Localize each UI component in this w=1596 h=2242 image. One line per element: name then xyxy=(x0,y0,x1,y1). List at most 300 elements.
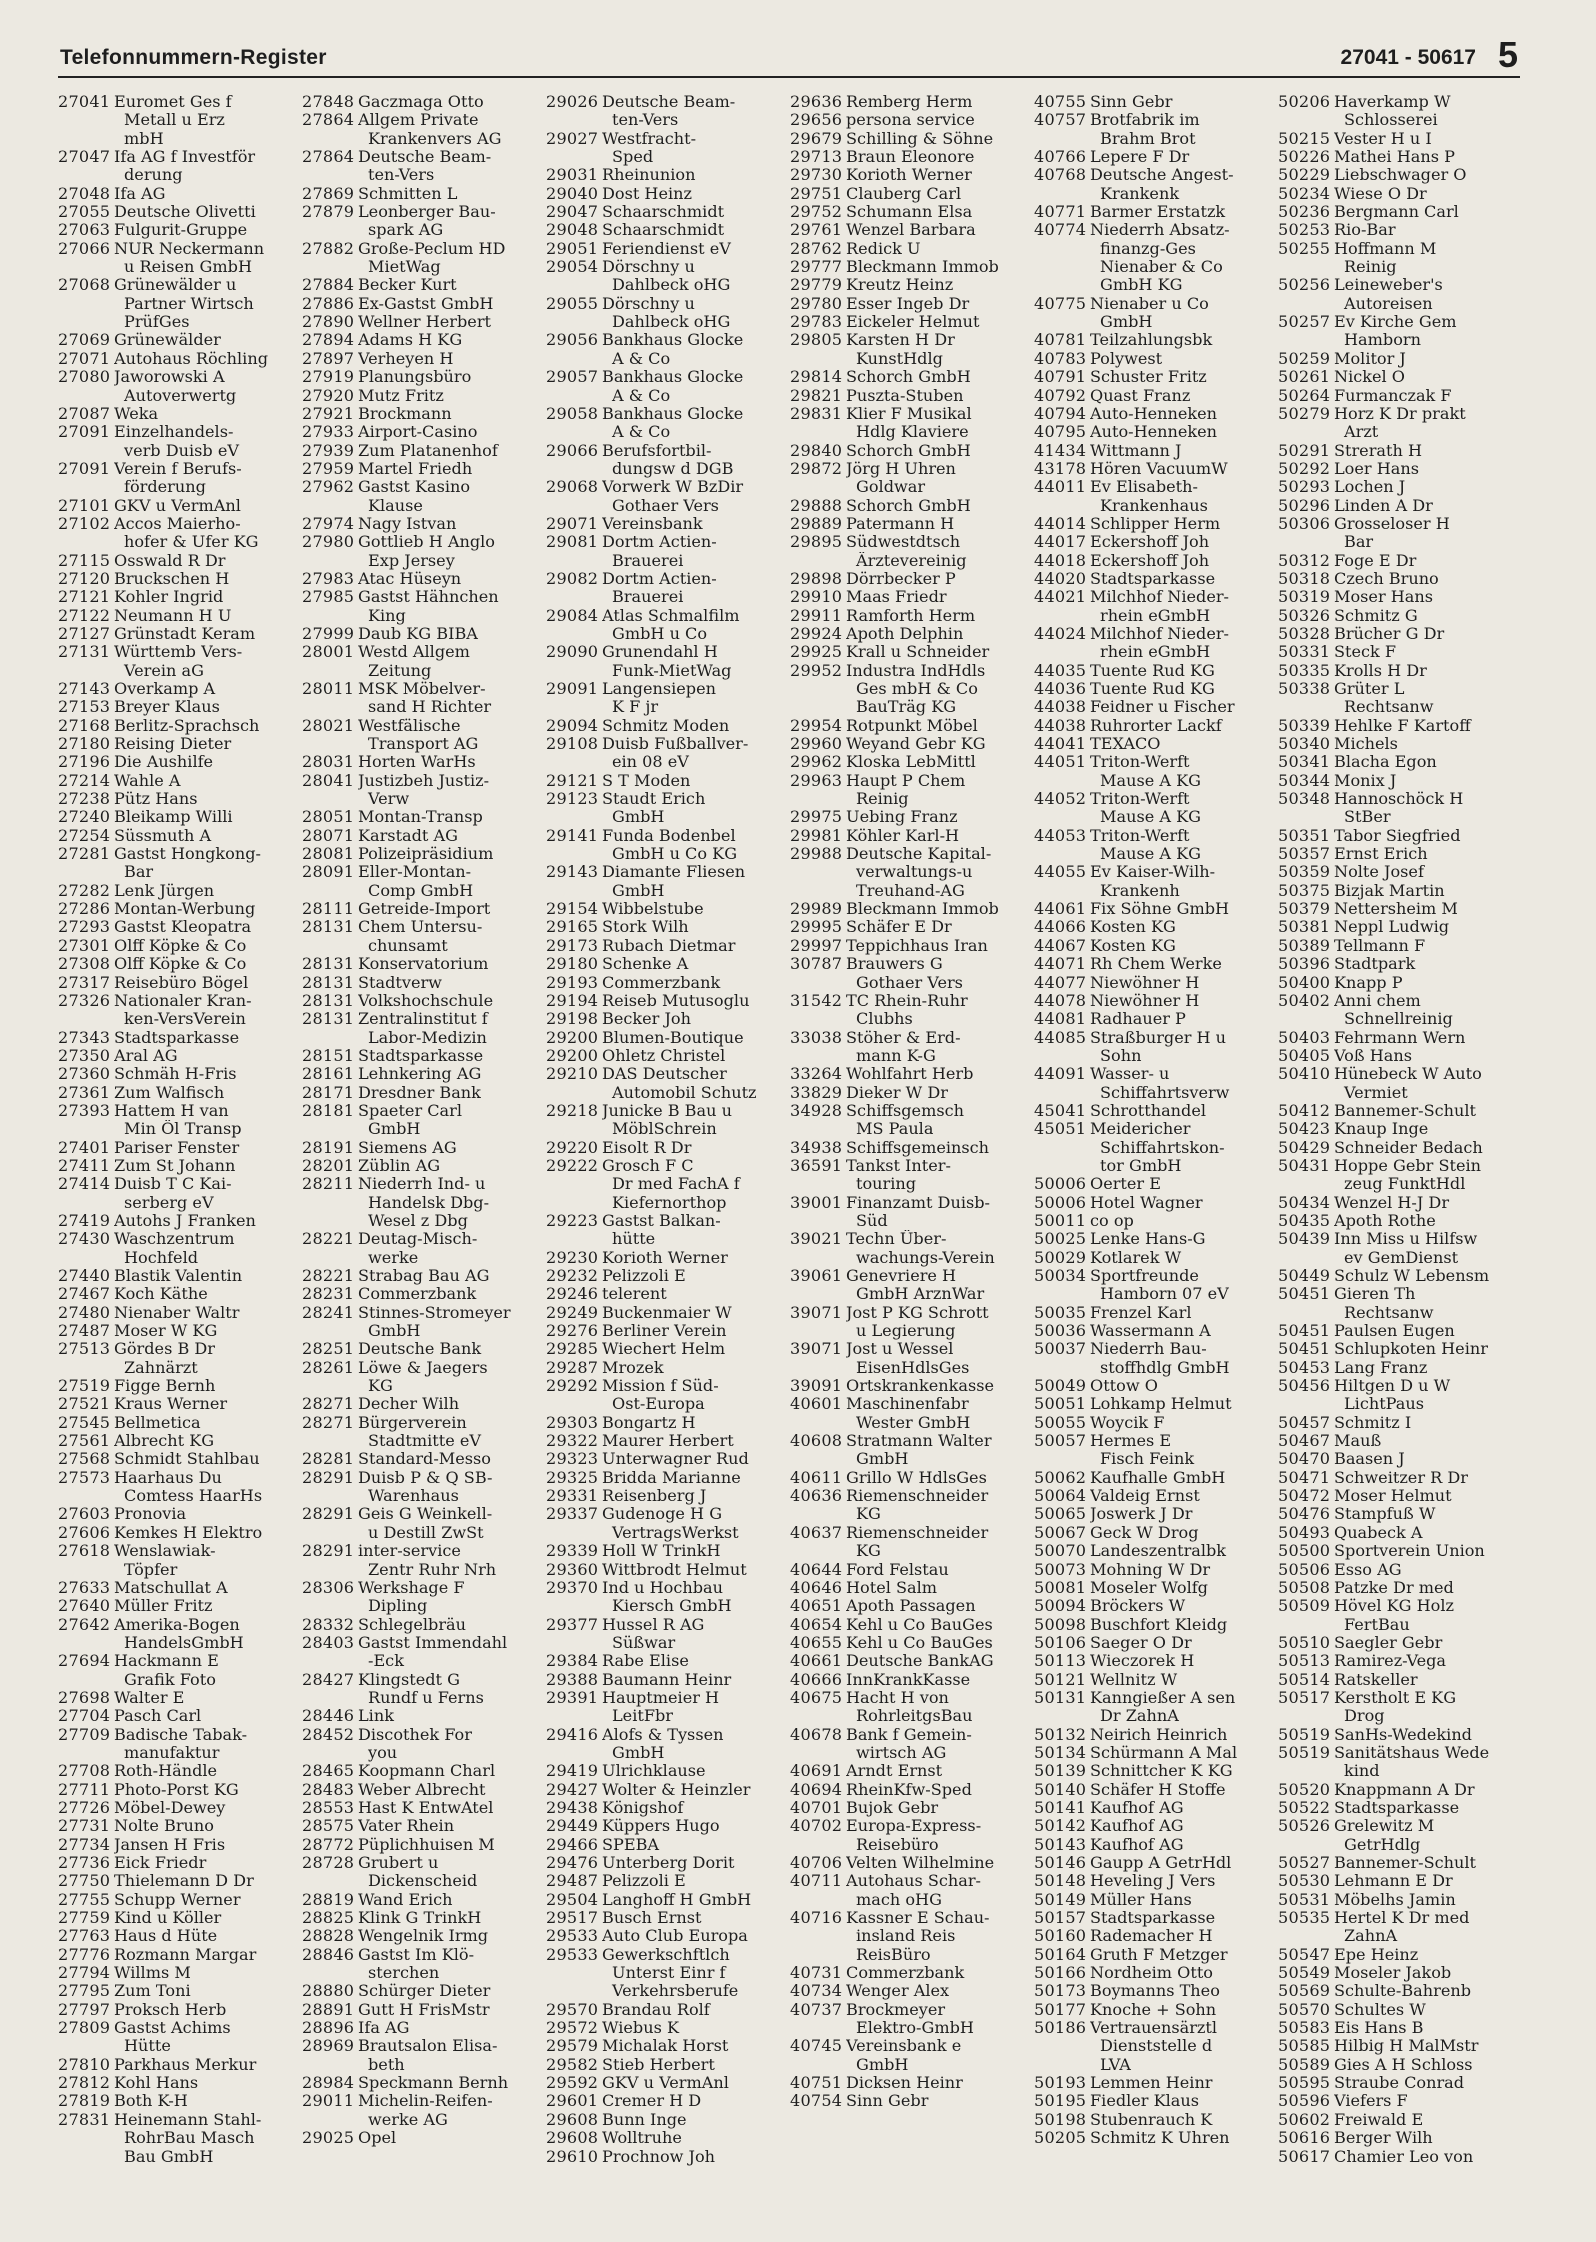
entry-number xyxy=(790,1175,846,1193)
register-entry xyxy=(790,1781,1034,1799)
register-entry-continuation xyxy=(790,2019,1034,2037)
register-entry xyxy=(546,1872,790,1890)
entry-number: 50121 xyxy=(1034,1669,1087,1689)
register-entry xyxy=(790,1267,1034,1285)
register-entry-continuation xyxy=(546,111,790,129)
register-entry-continuation xyxy=(302,937,546,955)
entry-number: 28984 xyxy=(302,2073,355,2093)
entry-number xyxy=(546,1175,602,1193)
register-entry xyxy=(546,478,790,496)
register-entry xyxy=(1278,680,1522,698)
entry-name: Schäfer H Stoffe xyxy=(1090,1780,1226,1799)
entry-name: Bongartz H xyxy=(602,1413,696,1432)
register-entry xyxy=(546,1304,790,1322)
register-entry xyxy=(58,460,302,478)
entry-number: 29058 xyxy=(546,403,599,423)
register-entry-continuation xyxy=(302,1120,546,1138)
register-entry xyxy=(790,1139,1034,1157)
entry-number: 29504 xyxy=(546,1889,599,1909)
register-entry xyxy=(546,2001,790,2019)
entry-name: Baumann Heinr xyxy=(602,1670,732,1689)
register-entry xyxy=(546,1891,790,1909)
entry-name: Reiseb Mutusoglu xyxy=(602,991,750,1010)
register-entry xyxy=(790,240,1034,258)
register-entry-continuation xyxy=(1034,1157,1278,1175)
register-entry xyxy=(790,1579,1034,1597)
register-entry-continuation xyxy=(58,1671,302,1689)
entry-name: Werkshage F xyxy=(358,1578,465,1597)
entry-name: Dieker W Dr xyxy=(846,1083,948,1102)
entry-name: Ev Elisabeth- xyxy=(1090,478,1198,497)
entry-name: Bunn Inge xyxy=(602,2110,687,2129)
register-entry xyxy=(790,185,1034,203)
entry-number: 45051 xyxy=(1034,1119,1087,1139)
entry-name: Getreide-Import xyxy=(358,900,491,919)
entry-name: Eick Friedr xyxy=(114,1854,207,1872)
entry-name: Commerzbank xyxy=(358,1285,477,1304)
entry-number: 27759 xyxy=(58,1908,111,1928)
entry-name: förderung xyxy=(124,478,206,497)
register-entry xyxy=(546,772,790,790)
entry-number: 29924 xyxy=(790,623,843,643)
register-entry-continuation xyxy=(546,845,790,863)
register-entry-continuation xyxy=(1034,1084,1278,1102)
entry-number: 40706 xyxy=(790,1853,843,1872)
register-entry-continuation xyxy=(790,1744,1034,1762)
register-entry xyxy=(1278,221,1522,239)
entry-name: Kehl u Co BauGes xyxy=(846,1615,993,1634)
entry-number: 28403 xyxy=(302,1632,355,1652)
entry-name: Kraus Werner xyxy=(114,1395,228,1414)
register-entry-continuation xyxy=(1034,497,1278,515)
entry-number: 29141 xyxy=(546,825,599,845)
entry-name: Klier F Musikal xyxy=(846,404,972,423)
register-entry xyxy=(790,533,1034,551)
entry-number xyxy=(302,1194,358,1212)
entry-name: Niederrh Ind- u xyxy=(358,1175,486,1194)
register-entry-continuation xyxy=(790,1836,1034,1854)
entry-number: 40737 xyxy=(790,1999,843,2019)
entry-name: Apoth Delphin xyxy=(846,624,964,643)
entry-name: Knaup Inge xyxy=(1334,1120,1429,1139)
register-entry xyxy=(790,1689,1034,1707)
entry-number: 27091 xyxy=(58,458,111,478)
entry-name: Wibbelstube xyxy=(602,900,704,919)
register-entry xyxy=(1278,1854,1522,1872)
register-entry xyxy=(58,2111,302,2129)
register-entry-continuation xyxy=(790,1285,1034,1303)
register-entry xyxy=(790,808,1034,826)
entry-name: werke xyxy=(368,1248,419,1267)
register-entry xyxy=(1278,1946,1522,1964)
entry-name: Becker Kurt xyxy=(358,276,457,295)
entry-name: Teilzahlungsbk xyxy=(1090,331,1213,350)
register-entry-continuation xyxy=(1034,643,1278,661)
register-entry xyxy=(1278,203,1522,221)
register-entry xyxy=(546,442,790,460)
entry-name: Daub KG BIBA xyxy=(358,624,478,643)
entry-number: 29911 xyxy=(790,605,843,625)
entry-number: 50389 xyxy=(1278,935,1331,955)
entry-number: 28131 xyxy=(302,972,355,992)
entry-number: 27812 xyxy=(58,2073,111,2093)
entry-name: Wiechert Helm xyxy=(602,1340,726,1359)
entry-name: insland Reis xyxy=(856,1927,956,1946)
entry-name: Unterst Einr f xyxy=(612,1964,726,1983)
register-entry-continuation xyxy=(302,1597,546,1615)
register-entry xyxy=(790,1817,1034,1835)
entry-number xyxy=(1278,1084,1334,1102)
entry-name: Martel Friedh xyxy=(358,459,473,478)
entry-number: 50423 xyxy=(1278,1119,1331,1139)
entry-number xyxy=(302,1120,358,1138)
entry-name: Sportfreunde xyxy=(1090,1267,1199,1285)
entry-number: 29761 xyxy=(790,220,843,240)
register-entry-continuation xyxy=(1034,240,1278,258)
entry-number: 50535 xyxy=(1278,1908,1331,1928)
entry-name: Schupp Werner xyxy=(114,1890,241,1909)
entry-name: Fulgurit-Gruppe xyxy=(114,221,248,240)
entry-name: Schmäh H-Fris xyxy=(114,1065,237,1084)
register-entry-continuation xyxy=(1034,1285,1278,1303)
register-entry xyxy=(546,240,790,258)
entry-name: Deutag-Misch- xyxy=(358,1230,478,1249)
entry-number: 27308 xyxy=(58,954,111,974)
register-entry xyxy=(58,918,302,936)
entry-number: 50526 xyxy=(1278,1816,1331,1836)
register-entry xyxy=(790,607,1034,625)
entry-number: 50514 xyxy=(1278,1669,1331,1689)
entry-number: 28161 xyxy=(302,1064,355,1084)
register-entry xyxy=(1278,1487,1522,1505)
entry-number: 50326 xyxy=(1278,605,1331,625)
register-entry xyxy=(1278,1047,1522,1065)
entry-number xyxy=(1278,423,1334,441)
entry-number xyxy=(1034,1359,1090,1377)
register-entry xyxy=(302,442,546,460)
register-entry xyxy=(58,992,302,1010)
entry-name: Braun Eleonore xyxy=(846,148,975,167)
entry-name: Overkamp A xyxy=(114,680,216,698)
entry-number: 27293 xyxy=(58,917,111,937)
register-entry xyxy=(546,1762,790,1780)
entry-number: 29090 xyxy=(546,642,599,662)
register-entry xyxy=(546,1285,790,1303)
entry-name: Niederrh Absatz- xyxy=(1090,221,1230,240)
register-entry xyxy=(1278,1139,1522,1157)
entry-number: 27819 xyxy=(58,2091,111,2111)
register-entry xyxy=(1278,588,1522,606)
entry-name: Schorch GmbH xyxy=(846,441,971,460)
entry-number: 29303 xyxy=(546,1412,599,1432)
entry-name: Freiwald E xyxy=(1334,2110,1424,2129)
register-entry xyxy=(790,717,1034,735)
entry-name: Nationaler Kran- xyxy=(114,991,252,1010)
entry-number: 29337 xyxy=(546,1504,599,1524)
register-entry xyxy=(58,1836,302,1854)
entry-name: Adams H KG xyxy=(358,331,463,350)
register-entry xyxy=(58,185,302,203)
entry-name: Korioth Werner xyxy=(602,1248,728,1267)
entry-name: Tellmann F xyxy=(1334,936,1426,955)
entry-name: Riemenschneider xyxy=(846,1523,989,1542)
register-entry xyxy=(546,1102,790,1120)
entry-name: Gewerkschftlch xyxy=(602,1945,730,1964)
entry-name: Roth-Händle xyxy=(114,1762,218,1781)
entry-number: 50064 xyxy=(1034,1486,1087,1506)
entry-number xyxy=(546,1395,602,1413)
entry-number: 27545 xyxy=(58,1412,111,1432)
entry-number xyxy=(58,1249,114,1267)
register-entry xyxy=(1278,1285,1522,1303)
register-entry xyxy=(58,1964,302,1982)
entry-name: Michalak Horst xyxy=(602,2037,729,2056)
entry-name: Berger Wilh xyxy=(1334,2129,1433,2148)
entry-name: Viefers F xyxy=(1334,2092,1408,2111)
register-entry-continuation xyxy=(546,460,790,478)
entry-name: Stubenrauch K xyxy=(1090,2110,1213,2129)
entry-number: 50375 xyxy=(1278,880,1331,900)
register-entry xyxy=(1034,405,1278,423)
entry-number: 50589 xyxy=(1278,2054,1331,2074)
register-entry xyxy=(302,1450,546,1468)
entry-name: Commerzbank xyxy=(846,1964,965,1983)
entry-name: Hochfeld xyxy=(124,1248,199,1267)
register-entry xyxy=(546,1414,790,1432)
register-entry xyxy=(1278,1781,1522,1799)
entry-number xyxy=(1034,643,1090,661)
entry-name: Gutt H FrisMstr xyxy=(358,2000,490,2019)
entry-name: Montan-Werbung xyxy=(114,900,256,919)
entry-name: Schorch GmbH xyxy=(846,496,971,515)
register-entry-continuation xyxy=(302,1377,546,1395)
entry-number: 27959 xyxy=(302,458,355,478)
entry-number xyxy=(546,882,602,900)
register-entry xyxy=(58,588,302,606)
register-entry xyxy=(302,717,546,735)
entry-name: Thielemann D Dr xyxy=(114,1872,254,1891)
entry-number: 27281 xyxy=(58,844,111,864)
entry-number: 41434 xyxy=(1034,440,1087,460)
entry-number xyxy=(1034,276,1090,294)
entry-name: Westfracht- xyxy=(602,129,697,148)
entry-number: 29476 xyxy=(546,1853,599,1872)
entry-number: 28221 xyxy=(302,1229,355,1249)
register-entry-continuation xyxy=(302,2056,546,2074)
register-entry xyxy=(1034,1652,1278,1670)
entry-number: 27698 xyxy=(58,1687,111,1707)
entry-name: BauTräg KG xyxy=(856,698,957,717)
entry-number xyxy=(790,1249,846,1267)
entry-name: Ford Felstau xyxy=(846,1560,949,1579)
entry-name: Funda Bodenbel xyxy=(602,826,736,845)
register-entry-continuation xyxy=(58,111,302,129)
register-entry xyxy=(790,1726,1034,1744)
entry-name: ken-VersVerein xyxy=(124,1010,246,1029)
register-entry xyxy=(58,882,302,900)
register-entry xyxy=(546,2074,790,2092)
entry-name: KG xyxy=(856,1505,881,1524)
entry-name: Brockmeyer xyxy=(846,2000,946,2019)
entry-number: 44052 xyxy=(1034,789,1087,809)
register-entry xyxy=(58,1872,302,1890)
entry-number xyxy=(546,588,602,606)
entry-name: Tuente Rud KG xyxy=(1090,661,1215,680)
register-entry xyxy=(1034,1689,1278,1707)
entry-number xyxy=(546,497,602,515)
entry-number xyxy=(58,662,114,680)
entry-name: GmbH xyxy=(612,881,665,900)
entry-number: 44071 xyxy=(1034,954,1087,974)
register-entry xyxy=(302,1065,546,1083)
entry-number: 27360 xyxy=(58,1064,111,1084)
entry-name: Nolte Josef xyxy=(1334,863,1424,882)
entry-name: Brauerei xyxy=(612,588,684,607)
entry-name: Grelewitz M xyxy=(1334,1817,1435,1836)
register-entry xyxy=(302,753,546,771)
register-entry xyxy=(58,2001,302,2019)
register-entry-continuation xyxy=(790,1249,1034,1267)
register-entry xyxy=(1278,662,1522,680)
register-entry xyxy=(1034,955,1278,973)
register-entry xyxy=(790,1909,1034,1927)
entry-number: 29292 xyxy=(546,1376,599,1396)
entry-number xyxy=(1278,111,1334,129)
entry-name: GmbH xyxy=(368,1120,421,1139)
entry-number: 50328 xyxy=(1278,623,1331,643)
register-entry-continuation xyxy=(1034,772,1278,790)
entry-number: 50106 xyxy=(1034,1632,1087,1652)
entry-number: 33829 xyxy=(790,1082,843,1102)
entry-name: serberg eV xyxy=(124,1193,214,1212)
register-entry xyxy=(1278,863,1522,881)
register-entry xyxy=(546,258,790,276)
register-entry xyxy=(1278,1579,1522,1597)
entry-name: Gies A H Schloss xyxy=(1334,2055,1473,2074)
register-entry xyxy=(546,2129,790,2147)
register-entry-continuation xyxy=(790,1946,1034,1964)
entry-name: KG xyxy=(368,1377,393,1396)
entry-number: 50160 xyxy=(1034,1926,1087,1946)
entry-name: Knapp P xyxy=(1334,973,1403,992)
register-entry-continuation xyxy=(546,1194,790,1212)
entry-name: Maas Friedr xyxy=(846,588,947,607)
entry-number: 27974 xyxy=(302,513,355,533)
register-entry xyxy=(546,166,790,184)
register-entry xyxy=(1034,1029,1278,1047)
entry-number: 29777 xyxy=(790,257,843,277)
entry-name: NUR Neckermann xyxy=(114,239,265,258)
entry-number: 29608 xyxy=(546,2109,599,2129)
register-entry xyxy=(58,1891,302,1909)
register-entry xyxy=(302,1414,546,1432)
entry-number: 50226 xyxy=(1278,147,1331,167)
register-entry-continuation xyxy=(302,1744,546,1762)
entry-number: 50457 xyxy=(1278,1412,1331,1432)
entry-number: 39001 xyxy=(790,1192,843,1212)
register-entry-continuation xyxy=(302,607,546,625)
register-entry-continuation xyxy=(58,1359,302,1377)
register-entry xyxy=(546,1432,790,1450)
entry-name: Kaufhof AG xyxy=(1090,1835,1184,1854)
entry-number: 44051 xyxy=(1034,752,1087,772)
entry-name: GmbH xyxy=(1100,313,1153,332)
register-entry xyxy=(1278,753,1522,771)
entry-name: Schlegelbräu xyxy=(358,1615,467,1634)
entry-number: 29246 xyxy=(546,1284,599,1304)
entry-number: 40754 xyxy=(790,2091,843,2111)
register-entry xyxy=(546,221,790,239)
entry-number: 28291 xyxy=(302,1541,355,1561)
entry-name: Töpfer xyxy=(124,1560,178,1579)
entry-name: Brauerei xyxy=(612,551,684,570)
register-entry xyxy=(58,1762,302,1780)
entry-number xyxy=(302,258,358,276)
entry-number: 50431 xyxy=(1278,1155,1331,1175)
entry-name: Hotel Salm xyxy=(846,1578,938,1597)
entry-number: 27939 xyxy=(302,440,355,460)
entry-name: Sinn Gebr xyxy=(846,2092,929,2111)
entry-name: Rademacher H xyxy=(1090,1927,1213,1946)
entry-number: 30787 xyxy=(790,954,843,974)
register-entry xyxy=(1034,680,1278,698)
register-entry-continuation xyxy=(1278,1395,1522,1413)
entry-number: 27603 xyxy=(58,1504,111,1524)
entry-name: Bleckmann Immob xyxy=(846,900,999,919)
entry-name: Rechtsanw xyxy=(1344,1303,1434,1322)
register-entry xyxy=(302,808,546,826)
entry-name: Schneider Bedach xyxy=(1334,1138,1483,1157)
entry-number xyxy=(1034,1285,1090,1303)
register-entry-continuation xyxy=(546,1524,790,1542)
entry-number: 27879 xyxy=(302,202,355,222)
entry-number: 29325 xyxy=(546,1467,599,1487)
entry-number: 29048 xyxy=(546,220,599,240)
register-entry xyxy=(302,1891,546,1909)
entry-number xyxy=(302,607,358,625)
entry-name: Hünebeck W Auto xyxy=(1334,1065,1482,1084)
register-entry xyxy=(58,2056,302,2074)
entry-number xyxy=(1034,497,1090,515)
entry-name: Kloska LebMittl xyxy=(846,753,976,772)
register-entry xyxy=(790,625,1034,643)
entry-number: 50519 xyxy=(1278,1742,1331,1762)
register-entry xyxy=(1034,2092,1278,2110)
register-entry-continuation xyxy=(546,698,790,716)
register-entry xyxy=(58,1065,302,1083)
entry-number: 28828 xyxy=(302,1926,355,1946)
register-entry-continuation xyxy=(58,1744,302,1762)
register-entry xyxy=(1278,478,1522,496)
register-entry xyxy=(1278,1230,1522,1248)
entry-name: Auto-Henneken xyxy=(1090,423,1218,442)
register-entry xyxy=(58,1395,302,1413)
entry-number: 27763 xyxy=(58,1926,111,1946)
entry-number: 28575 xyxy=(302,1816,355,1836)
entry-number: 50134 xyxy=(1034,1742,1087,1762)
entry-name: Chamier Leo von xyxy=(1334,2147,1474,2166)
register-entry xyxy=(1034,753,1278,771)
entry-name: Cremer H D xyxy=(602,2092,702,2111)
entry-name: ten-Vers xyxy=(368,166,435,185)
entry-name: Pasch Carl xyxy=(114,1707,202,1726)
register-entry xyxy=(58,735,302,753)
entry-number xyxy=(302,698,358,716)
entry-number xyxy=(302,1432,358,1450)
entry-name: Busch Ernst xyxy=(602,1909,702,1928)
entry-number xyxy=(546,111,602,129)
entry-number xyxy=(546,1982,602,2000)
